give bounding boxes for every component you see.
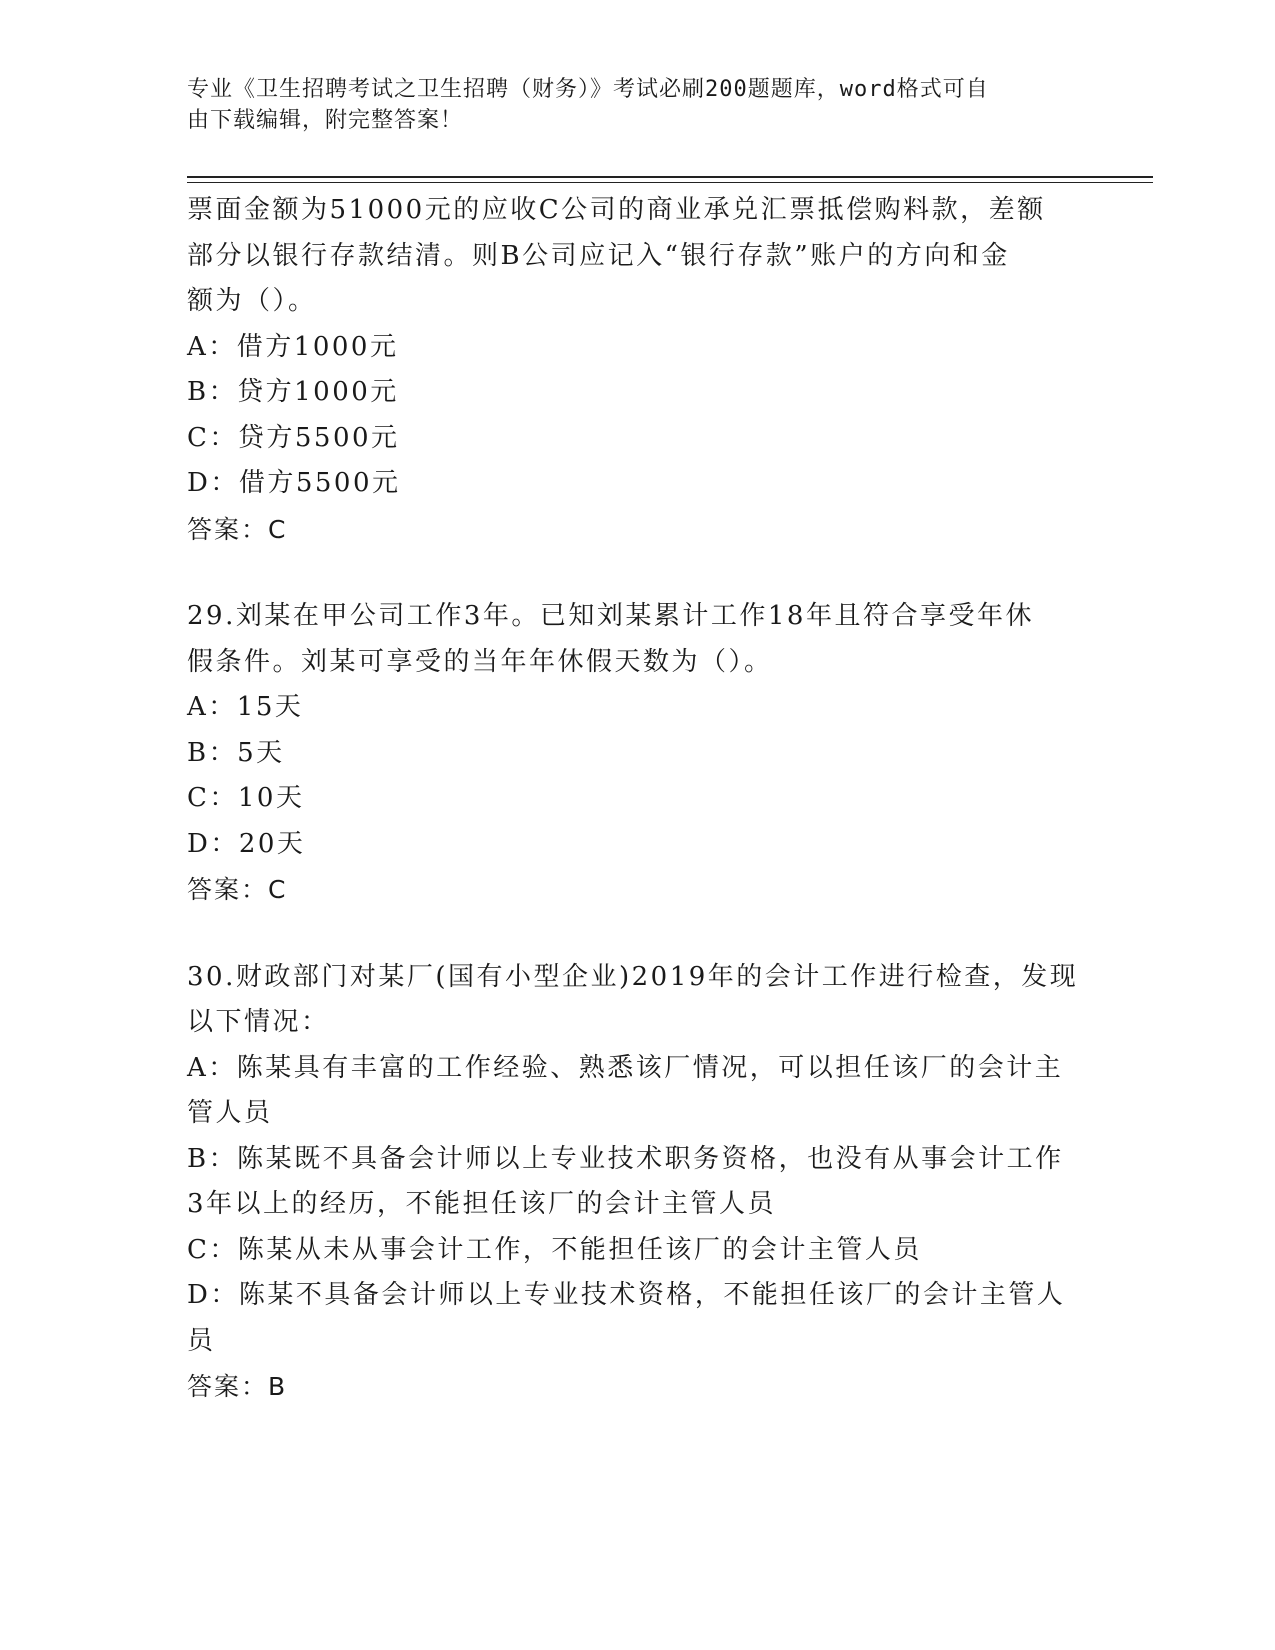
header-divider-thin — [187, 182, 1153, 183]
option-b: B：5天 — [187, 737, 285, 768]
document-header — [187, 74, 1067, 136]
option-b-continued: 3年以上的经历，不能担任该厂的会计主管人员 — [187, 1189, 777, 1219]
answer-line: 答案：C — [187, 875, 288, 904]
question-30 — [187, 955, 1087, 1410]
option-d: D：借方5500元 — [187, 468, 401, 498]
option-a-continued: 管人员 — [187, 1098, 273, 1128]
question-29 — [187, 594, 1087, 913]
question-spacer — [187, 552, 1087, 594]
document-body — [187, 188, 1087, 1410]
option-b: B：贷方1000元 — [187, 377, 399, 407]
answer-line: 答案：B — [187, 1372, 288, 1401]
question-stem-line: 假条件。刘某可享受的当年年休假天数为（）。 — [187, 646, 773, 677]
answer-line: 答案：C — [187, 514, 288, 544]
question-stem-line: 票面金额为51000元的应收C公司的商业承兑汇票抵偿购料款，差额 — [187, 195, 1046, 225]
option-c: C：10天 — [187, 783, 305, 813]
question-stem-line: 29.刘某在甲公司工作3年。已知刘某累计工作18年且符合享受年休 — [187, 601, 1034, 631]
option-a: A：陈某具有丰富的工作经验、熟悉该厂情况，可以担任该厂的会计主 — [187, 1052, 1064, 1083]
option-a: A：借方1000元 — [187, 331, 399, 362]
option-c: C：陈某从未从事会计工作，不能担任该厂的会计主管人员 — [187, 1234, 922, 1265]
option-d: D：陈某不具备会计师以上专业技术资格，不能担任该厂的会计主管人 — [187, 1280, 1066, 1310]
question-28-continued — [187, 188, 1087, 552]
option-a: A：15天 — [187, 692, 304, 722]
question-stem-line: 部分以银行存款结清。则B公司应记入“银行存款”账户的方向和金 — [187, 240, 1010, 271]
option-c: C：贷方5500元 — [187, 422, 400, 453]
question-stem-line: 以下情况： — [187, 1007, 330, 1037]
option-b: B：陈某既不具备会计师以上专业技术职务资格，也没有从事会计工作 — [187, 1143, 1064, 1174]
option-d: D：20天 — [187, 828, 306, 859]
header-line-2: 由下载编辑，附完整答案！ — [187, 108, 464, 133]
question-stem-line: 30.财政部门对某厂(国有小型企业)2019年的会计工作进行检查，发现 — [187, 961, 1079, 992]
question-spacer — [187, 913, 1087, 955]
question-stem-line: 额为（）。 — [187, 286, 317, 316]
header-divider-thick — [187, 176, 1153, 178]
header-line-1: 专业《卫生招聘考试之卫生招聘（财务）》考试必刷200题题库，word格式可自 — [187, 77, 989, 102]
option-d-continued: 员 — [187, 1325, 216, 1356]
